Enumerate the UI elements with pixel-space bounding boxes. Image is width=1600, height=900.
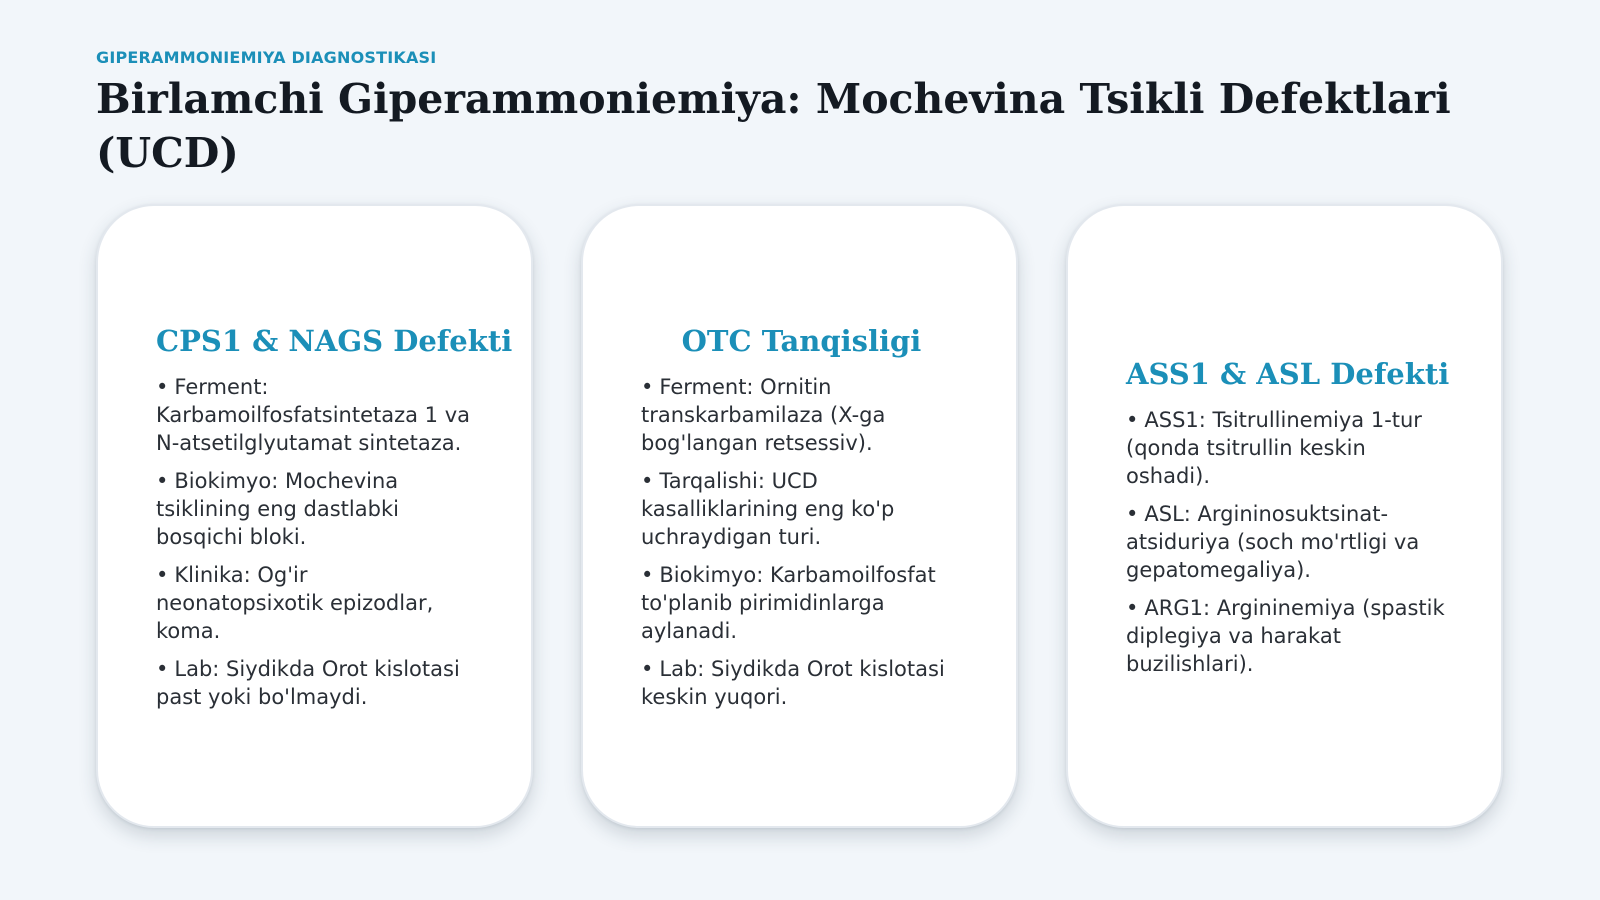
bullet-list (641, 373, 962, 711)
bullet-item (156, 373, 477, 457)
bullet-text: Ferment: Karbamoilfosfatsintetaza 1 va N-atsetilglyutamat sintetaza. (156, 375, 470, 455)
bullet-text: Ferment: Ornitin transkarbamilaza (X-ga bog'langan retsessiv). (641, 375, 886, 455)
bullet-dot: • (156, 563, 169, 587)
bullet-text: ASS1: Tsitrullinemiya 1-tur (qonda tsitrullin keskin oshadi). (1126, 408, 1422, 488)
card-title: ASS1 & ASL Defekti (1126, 357, 1450, 391)
bullet-text: ASL: Argininosuktsinat-atsiduriya (soch mo'rtligi va gepatomegaliya). (1126, 502, 1420, 582)
bullet-item (641, 373, 962, 457)
bullet-item (641, 467, 962, 551)
bullet-dot: • (156, 375, 169, 399)
bullet-text: Klinika: Og'ir neonatopsixotik epizodlar, koma. (156, 563, 434, 643)
bullet-item (1126, 500, 1447, 584)
bullet-dot: • (156, 469, 169, 493)
card-otc (581, 204, 1018, 828)
bullet-text: Lab: Siydikda Orot kislotasi past yoki bo'lmaydi. (156, 657, 460, 709)
bullet-item (1126, 406, 1447, 490)
bullet-dot: • (1126, 502, 1139, 526)
bullet-text: Biokimyo: Karbamoilfosfat to'planib pirimidinlarga aylanadi. (641, 563, 936, 643)
bullet-dot: • (1126, 596, 1139, 620)
section-kicker: GIPERAMMONIEMIYA DIAGNOSTIKASI (96, 48, 437, 67)
bullet-text: Tarqalishi: UCD kasalliklarining eng ko'p uchraydigan turi. (641, 469, 895, 549)
card-ass1-asl (1066, 204, 1503, 828)
bullet-dot: • (156, 657, 169, 681)
card-title: CPS1 & NAGS Defekti (156, 324, 513, 358)
bullet-item (156, 467, 477, 551)
bullet-item (156, 655, 477, 711)
page-title: Birlamchi Giperammoniemiya: Mochevina Tsikli Defektlari (UCD) (96, 75, 1451, 177)
bullet-dot: • (641, 375, 654, 399)
bullet-text: Biokimyo: Mochevina tsiklining eng dastlabki bosqichi bloki. (156, 469, 399, 549)
bullet-item (156, 561, 477, 645)
bullet-text: ARG1: Argininemiya (spastik diplegiya va harakat buzilishlari). (1126, 596, 1445, 676)
bullet-item (1126, 594, 1447, 678)
card-cps1-nags (96, 204, 533, 828)
bullet-dot: • (641, 657, 654, 681)
bullet-dot: • (1126, 408, 1139, 432)
bullet-item (641, 561, 962, 645)
bullet-item (641, 655, 962, 711)
bullet-dot: • (641, 563, 654, 587)
bullet-list (1126, 406, 1447, 678)
bullet-list (156, 373, 477, 711)
bullet-text: Lab: Siydikda Orot kislotasi keskin yuqori. (641, 657, 945, 709)
card-title: OTC Tanqisligi (681, 324, 922, 358)
bullet-dot: • (641, 469, 654, 493)
